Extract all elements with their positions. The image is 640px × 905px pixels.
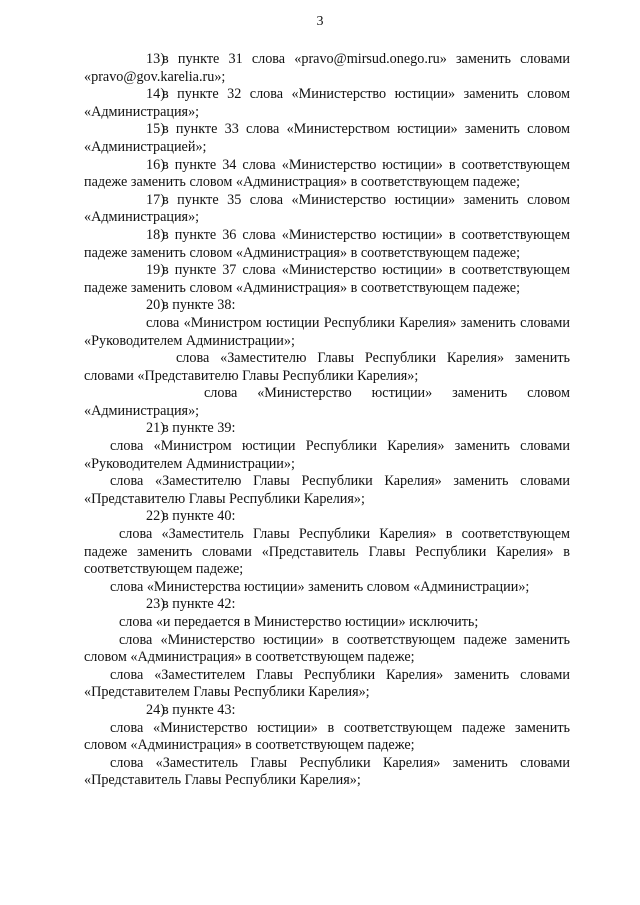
item-text: в пункте 34 слова «Министерство юстиции» в соответствующем падеже заменить словом «Администрация» в соответствующем падеже;: [84, 156, 570, 191]
document-body: [84, 51, 570, 790]
list-item: [84, 508, 570, 526]
sub-item: слова «Министром юстиции Республики Карелия» заменить словами «Руководителем Администрации»;: [84, 314, 570, 349]
sub-item: слова «Заместителем Главы Республики Карелия» заменить словами «Представителем Главы Республики Карелия»;: [84, 666, 570, 701]
sub-item: слова «Заместитель Главы Республики Карелия» заменить словами «Представитель Главы Республики Карелия»;: [84, 754, 570, 789]
list-item: [84, 596, 570, 614]
sub-item: слова «Министерство юстиции» в соответствующем падеже заменить словом «Администрация» в соответствующем падеже;: [84, 719, 570, 754]
item-number: 21): [146, 420, 165, 437]
item-number: 22): [146, 508, 165, 525]
item-text: в пункте 33 слова «Министерством юстиции» заменить словом «Администрацией»;: [84, 121, 570, 155]
item-text: в пункте 31 слова «pravo@mirsud.onego.ru» заменить словами «pravo@gov.karelia.ru»;: [84, 51, 570, 85]
list-item: [84, 227, 570, 262]
item-number: 23): [146, 596, 165, 613]
item-text: в пункте 36 слова «Министерство юстиции» в соответствующем падеже заменить словом «Администрация» в соответствующем падеже;: [84, 226, 570, 261]
list-item: [84, 86, 570, 121]
item-number: 14): [146, 86, 165, 103]
sub-item: слова «Министерство юстиции» в соответствующем падеже заменить словом «Администрация» в соответствующем падеже;: [84, 631, 570, 666]
list-item: [84, 51, 570, 86]
sub-item: слова «Заместителю Главы Республики Карелия» заменить словами «Представителю Главы Республики Карелия»;: [84, 350, 570, 384]
list-item: [84, 297, 570, 315]
list-item: [84, 121, 570, 156]
item-number: 20): [146, 297, 165, 314]
item-text: в пункте 37 слова «Министерство юстиции» в соответствующем падеже заменить словом «Администрация» в соответствующем падеже;: [84, 262, 570, 296]
sub-item: слова «Заместителю Главы Республики Карелия» заменить словами «Представителю Главы Республики Карелия»;: [84, 473, 570, 507]
list-item: [84, 157, 570, 192]
sub-item: слова «и передается в Министерство юстиции» исключить;: [119, 614, 479, 630]
item-number: 15): [146, 121, 165, 138]
item-number: 17): [146, 191, 165, 208]
item-text: в пункте 40:: [162, 508, 236, 525]
item-text: в пункте 43:: [162, 701, 236, 718]
item-number: 18): [146, 226, 165, 243]
sub-item: слова «Министром юстиции Республики Карелия» заменить словами «Руководителем Администрации»;: [84, 438, 570, 472]
item-text: в пункте 35 слова «Министерство юстиции» заменить словом «Администрация»;: [84, 191, 570, 226]
item-number: 24): [146, 701, 165, 718]
list-item: [84, 262, 570, 297]
item-text: в пункте 39:: [162, 420, 236, 437]
page-number: 3: [316, 14, 324, 29]
item-number: 13): [146, 51, 165, 67]
item-number: 19): [146, 262, 165, 279]
item-text: в пункте 42:: [162, 596, 236, 613]
sub-item: слова «Министерства юстиции» заменить словом «Администрации»;: [110, 578, 530, 595]
item-text: в пункте 38:: [162, 297, 236, 314]
item-text: в пункте 32 слова «Министерство юстиции» заменить словом «Администрация»;: [84, 86, 570, 120]
list-item: [84, 420, 570, 438]
item-number: 16): [146, 156, 165, 173]
sub-item: слова «Министерство юстиции» заменить словом «Администрация»;: [84, 385, 570, 419]
sub-item: слова «Заместитель Главы Республики Карелия» в соответствующем падеже заменить словами «Представитель Главы Республики Карелия» в соответствующем падеже;: [84, 526, 570, 578]
list-item: [84, 702, 570, 720]
list-item: [84, 192, 570, 227]
